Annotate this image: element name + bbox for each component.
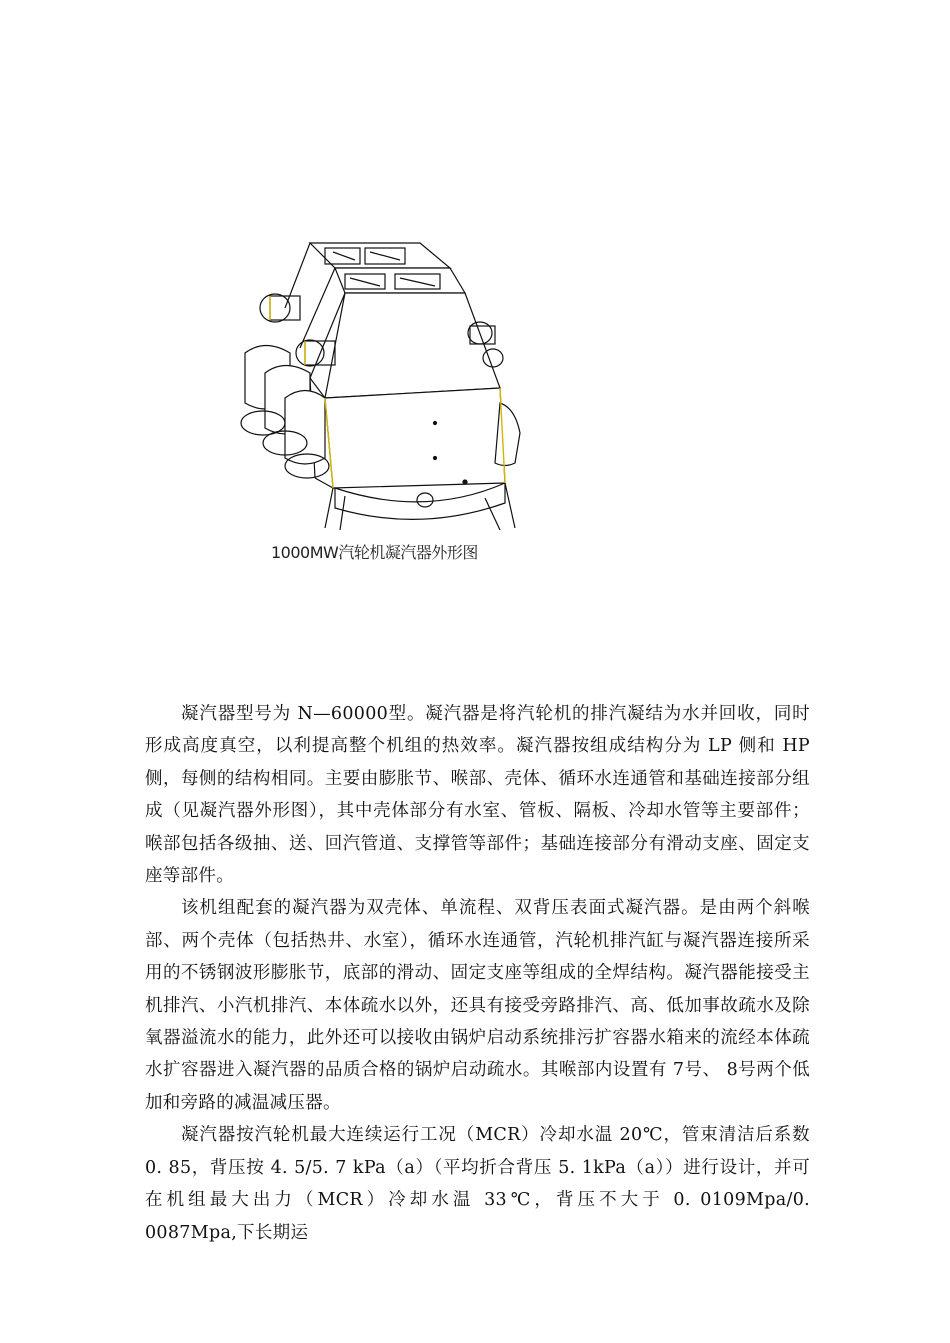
paragraph: 该机组配套的凝汽器为双壳体、单流程、双背压表面式凝汽器。是由两个斜喉部、两个壳体（包括热井、水室），循环水连通管，汽轮机排汽缸与凝汽器连接所采用的不锈钢波形膨胀节，底部的滑动、固定支座等组成的全焊结构。凝汽器能接受主机排汽、小汽机排汽、本体疏水以外，还具有接受旁路排汽、高、低加事故疏水及除氧器溢流水的能力，此外还可以接收由锅炉启动系统排污扩容器水箱来的流经本体疏水扩容器进入凝汽器的品质合格的锅炉启动疏水。其喉部内设置有 7号、 8号两个低加和旁路的减温减压器。 [145, 898, 810, 1113]
paragraph: 凝汽器按汽轮机最大连续运行工况（MCR）冷却水温 20℃，管束清洁后系数 0. 85，背压按 4. 5/5. 7 kPa（a）（平均折合背压 5. 1kPa（a））进行设计，并可在机组最大出力（MCR）冷却水温 33℃，背压不大于 0. 0109Mpa/0. 0087Mpa,下长期运 [145, 1125, 810, 1243]
paragraph: 凝汽器型号为 N—60000型。凝汽器是将汽轮机的排汽凝结为水并回收，同时形成高度真空，以利提高整个机组的热效率。凝汽器按组成结构分为 LP 侧和 HP 侧，每侧的结构相同。主要由膨胀节、喉部、壳体、循环水连通管和基础连接部分组成（见凝汽器外形图），其中壳体部分有水室、管板、隔板、冷却水管等主要部件；喉部包括各级抽、送、回汽管道、支撑管等部件；基础连接部分有滑动支座、固定支座等部件。 [145, 704, 810, 887]
document-body [145, 698, 810, 1249]
figure-caption: 1000MW汽轮机凝汽器外形图 [271, 543, 478, 562]
condenser-illustration [215, 238, 535, 538]
condenser-drawing [215, 238, 535, 538]
